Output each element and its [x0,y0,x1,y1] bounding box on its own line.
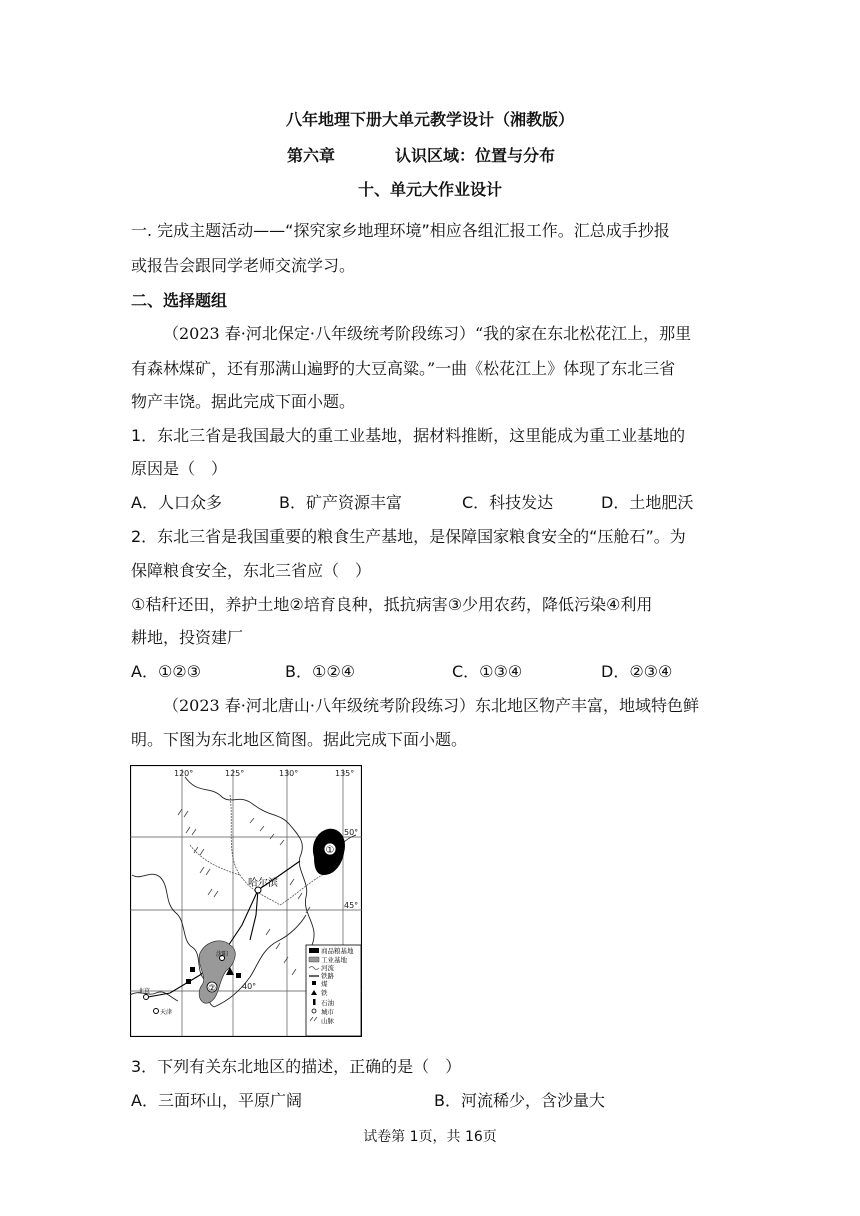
tianjin-label: 天津 [160,1009,173,1016]
legend-city: 城市 [321,1008,334,1016]
question-2-option-a: A．①②③ [131,662,201,681]
beijing-label: 北京 [138,988,151,995]
group1-intro-line3: 物产丰饶。据此完成下面小题。 [131,392,356,411]
question-2-option-b: B．①②④ [285,662,356,681]
question-2-option-d: D．②③④ [601,662,673,681]
legend-railway: 铁路 [321,972,334,980]
document-title: 八年地理下册大单元教学设计（湘教版） [285,110,574,129]
question-2-line3: ①秸秆还田，养护土地②培育良种，抵抗病害③少用农药，降低污染④利用 [131,595,653,614]
lat-label: 50° [344,828,359,837]
marker-1-label: ① [325,845,335,856]
marker-2-label: ② [207,984,217,994]
lon-label: 120° [174,769,194,778]
legend-river: 河流 [321,964,334,972]
question-1-option-a: A．人口众多 [131,493,222,512]
chapter-number: 第六章 [287,146,336,165]
group2-intro-line2: 明。下图为东北地区简图。据此完成下面小题。 [131,730,468,749]
northeast-china-map [130,765,362,1037]
question-1-line1: 1．东北三省是我国最大的重工业基地，据材料推断，这里能成为重工业基地的 [131,426,686,445]
legend-oil: 石油 [321,999,334,1007]
question-1-option-b: B．矿产资源丰富 [279,493,402,512]
chapter-title: 认识区域：位置与分布 [395,146,556,165]
group1-intro-line1: （2023 春·河北保定·八年级统考阶段练习）“我的家在东北松花江上，那里 [163,324,692,343]
map-legend [306,945,361,1036]
question-2-line2: 保障粮食安全，东北三省应（ ） [131,561,372,580]
lon-label: 125° [225,769,245,778]
question-2-line4: 耕地，投资建厂 [131,628,244,647]
part1-line2: 或报告会跟同学老师交流学习。 [131,256,356,275]
part2-heading: 二、选择题组 [131,291,228,310]
part1-line1: 一. 完成主题活动——“探究家乡地理环境”相应各组汇报工作。汇总成手抄报 [131,221,670,240]
beijing-city-dot [144,995,149,1000]
question-3-option-b: B．河流稀少，含沙量大 [434,1091,605,1110]
coal-symbol [236,973,241,978]
group1-intro-line2: 有森林煤矿，还有那满山遍野的大豆高粱。”一曲《松花江上》体现了东北三省 [131,359,676,378]
legend-iron: 铁 [321,989,328,997]
question-1-option-c: C．科技发达 [462,493,554,512]
lon-label: 130° [279,769,299,778]
lat-label: 45° [344,901,359,910]
group2-intro-line1: （2023 春·河北唐山·八年级统考阶段练习）东北地区物产丰富，地域特色鲜 [163,696,699,715]
coal-symbol [190,967,195,972]
legend-coal: 煤 [321,980,328,988]
lon-label: 135° [335,769,355,778]
legend-industrial-base: 工业基地 [321,956,347,964]
lat-label: 40° [242,982,257,991]
section-title: 十、单元大作业设计 [357,180,502,199]
legend-grain-base: 商品粮基地 [321,947,354,955]
shenyang-label: 沈阳 [216,951,229,958]
question-3-option-a: A．三面环山，平原广阔 [131,1091,302,1110]
legend-mountain: 山脉 [321,1017,334,1025]
coal-symbol [186,979,191,984]
harbin-label: 哈尔滨 [248,878,278,889]
question-2-line1: 2．东北三省是我国重要的粮食生产基地，是保障国家粮食安全的“压舱石”。为 [131,527,686,546]
question-3-line1: 3．下列有关东北地区的描述，正确的是（ ） [131,1057,462,1076]
page-footer: 试卷第 1页，共 16页 [363,1129,497,1145]
question-1-line2: 原因是（ ） [131,459,228,478]
question-1-option-d: D．土地肥沃 [601,493,694,512]
question-2-option-c: C．①③④ [452,662,523,681]
tianjin-city-dot [154,1009,159,1014]
